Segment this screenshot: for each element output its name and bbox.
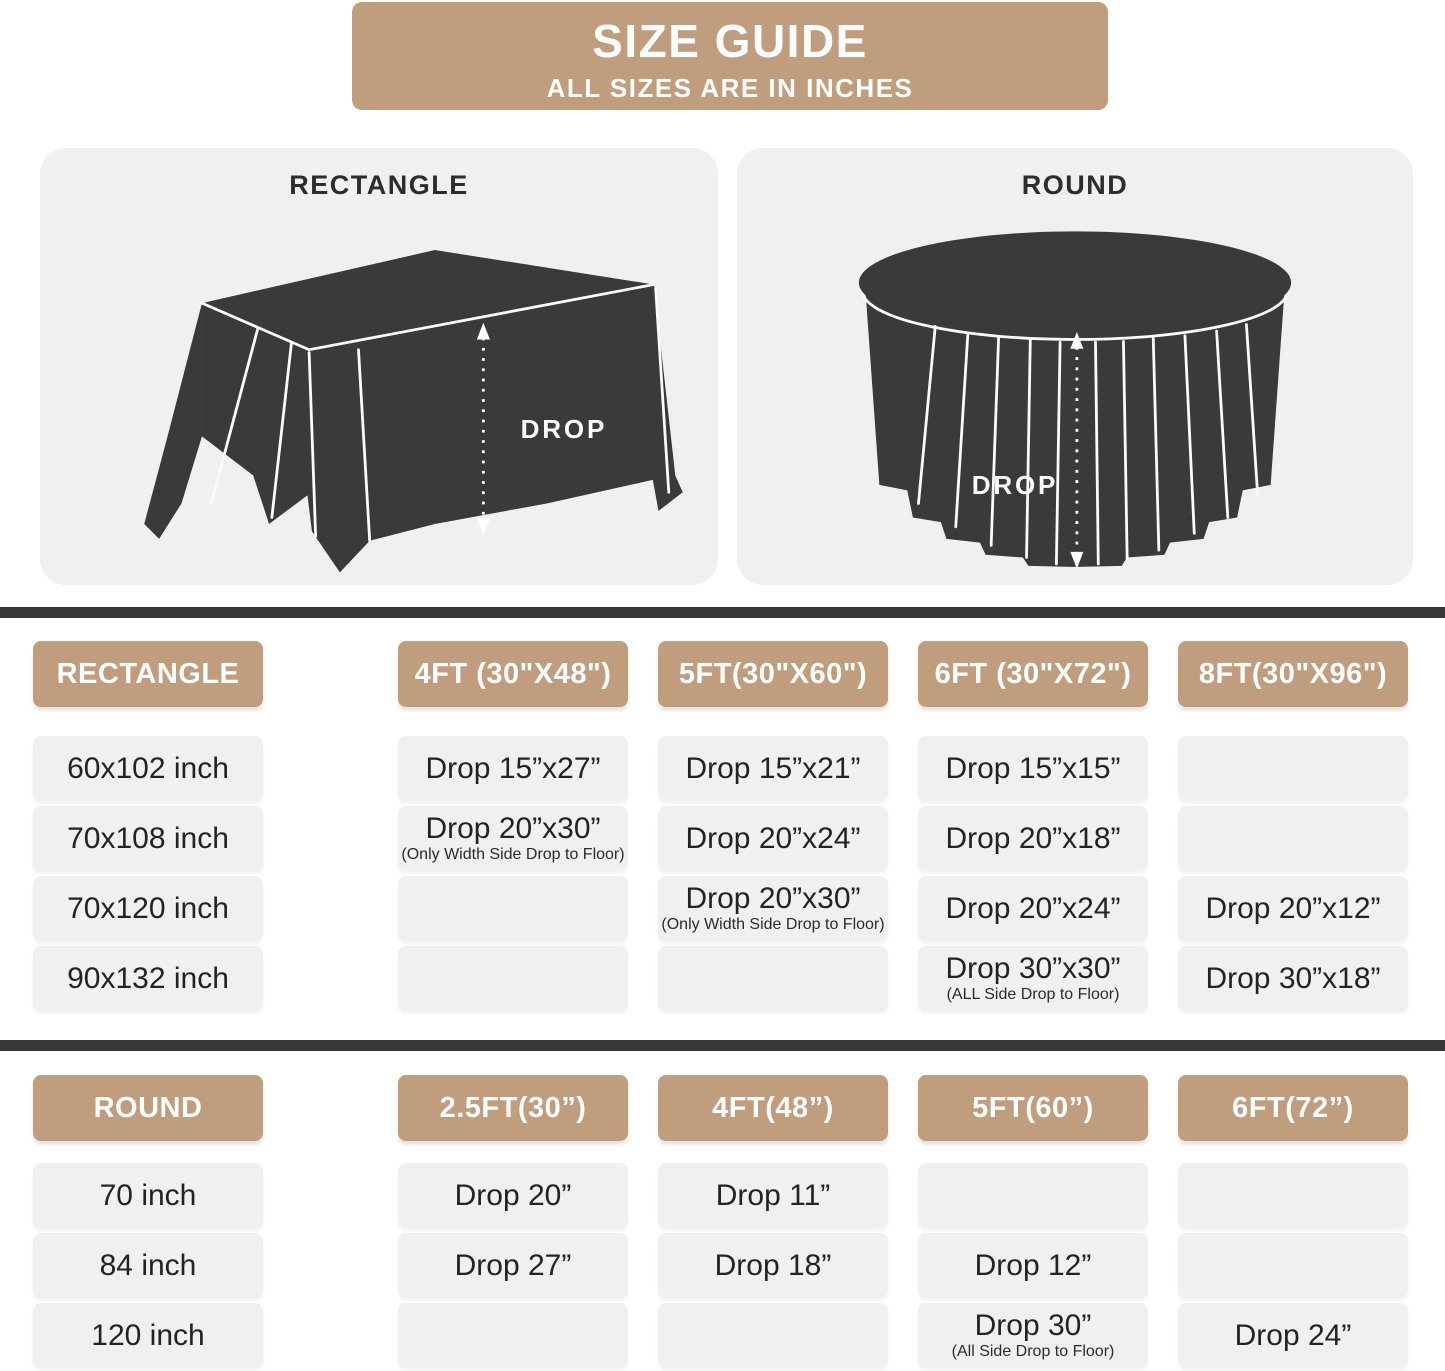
column-header-cell: 8FT(30"X96"): [1178, 641, 1408, 707]
row-label-cell: 70x120 inch: [33, 876, 263, 941]
cell-value: Drop 15”x21”: [685, 751, 861, 785]
data-cell: [1178, 1303, 1408, 1368]
cell-value: Drop 20”x24”: [945, 891, 1121, 925]
data-cell: [1178, 946, 1408, 1011]
data-cell: [398, 1233, 628, 1298]
row-label-cell: 70 inch: [33, 1163, 263, 1228]
data-cell: [658, 1163, 888, 1228]
cell-value: Drop 20”x30”: [685, 881, 861, 915]
data-cell: [658, 1233, 888, 1298]
cell-value: Drop 20”x12”: [1205, 891, 1381, 925]
empty-cell: [1178, 1233, 1408, 1298]
table-row: [0, 641, 1445, 707]
column-header-cell: 4FT (30"X48"): [398, 641, 628, 707]
row-label-cell: 84 inch: [33, 1233, 263, 1298]
column-header-cell: 2.5FT(30”): [398, 1075, 628, 1141]
cell-value: Drop 20”x18”: [945, 821, 1121, 855]
data-cell: [658, 806, 888, 871]
spacer: [293, 1163, 368, 1228]
rectangle-tablecloth-illustration: [40, 196, 718, 578]
cell-value: Drop 20”x24”: [685, 821, 861, 855]
row-label-cell: 60x102 inch: [33, 736, 263, 801]
data-cell: [918, 806, 1148, 871]
spacer: [293, 1303, 368, 1368]
data-cell: [1178, 876, 1408, 941]
data-cell: [398, 736, 628, 801]
data-cell: [918, 876, 1148, 941]
table-row: [0, 1233, 1445, 1298]
empty-cell: [398, 946, 628, 1011]
empty-cell: [1178, 736, 1408, 801]
column-header-cell: 5FT(30"X60"): [658, 641, 888, 707]
rectangle-size-table: [0, 641, 1445, 1016]
cell-note: (Only Width Side Drop to Floor): [661, 916, 885, 934]
round-panel-title: ROUND: [1021, 170, 1129, 200]
empty-cell: [918, 1163, 1148, 1228]
column-header-cell: 6FT(72”): [1178, 1075, 1408, 1141]
empty-cell: [658, 1303, 888, 1368]
cell-value: Drop 20”: [454, 1178, 572, 1212]
rectangle-panel: [40, 148, 718, 585]
table-row: [0, 806, 1445, 871]
data-cell: [398, 806, 628, 871]
table-row: [0, 876, 1445, 941]
rectangle-panel-title: RECTANGLE: [289, 170, 469, 200]
data-cell: [918, 736, 1148, 801]
empty-cell: [658, 946, 888, 1011]
cell-value: Drop 12”: [974, 1248, 1092, 1282]
cell-note: (Only Width Side Drop to Floor): [401, 846, 625, 864]
table-row: [0, 1075, 1445, 1141]
table-row: [0, 946, 1445, 1011]
row-header-cell: RECTANGLE: [33, 641, 263, 707]
data-cell: [658, 736, 888, 801]
round-size-table: [0, 1075, 1445, 1371]
column-header-cell: 5FT(60”): [918, 1075, 1148, 1141]
spacer: [293, 1075, 368, 1141]
cell-note: (All Side Drop to Floor): [951, 1343, 1115, 1361]
spacer: [293, 641, 368, 707]
spacer: [293, 876, 368, 941]
table-row: [0, 736, 1445, 801]
cell-value: Drop 30”x30”: [945, 951, 1121, 985]
cell-value: Drop 18”: [714, 1248, 832, 1282]
table-row: [0, 1163, 1445, 1228]
section-divider: [0, 607, 1445, 618]
column-header-cell: 6FT (30"X72"): [918, 641, 1148, 707]
column-header-cell: 4FT(48”): [658, 1075, 888, 1141]
empty-cell: [1178, 1163, 1408, 1228]
page-subtitle: ALL SIZES ARE IN INCHES: [546, 73, 914, 103]
data-cell: [918, 946, 1148, 1011]
empty-cell: [398, 1303, 628, 1368]
round-tablecloth-illustration: [737, 196, 1413, 578]
empty-cell: [1178, 806, 1408, 871]
cell-value: Drop 20”x30”: [425, 811, 601, 845]
tablecloth-shape: [144, 250, 683, 572]
cell-value: Drop 30”x18”: [1205, 961, 1381, 995]
empty-cell: [398, 876, 628, 941]
section-divider: [0, 1040, 1445, 1051]
spacer: [293, 806, 368, 871]
banner: [352, 2, 1108, 110]
table-row: [0, 1303, 1445, 1368]
cell-value: Drop 30”: [974, 1308, 1092, 1342]
cell-value: Drop 24”: [1234, 1318, 1352, 1352]
round-panel: [737, 148, 1413, 585]
data-cell: [658, 876, 888, 941]
row-header-cell: ROUND: [33, 1075, 263, 1141]
spacer: [293, 1233, 368, 1298]
cell-value: Drop 15”x27”: [425, 751, 601, 785]
cell-value: Drop 27”: [454, 1248, 572, 1282]
drop-label: DROP: [520, 414, 608, 445]
cell-value: Drop 15”x15”: [945, 751, 1121, 785]
cell-value: Drop 11”: [715, 1178, 831, 1212]
data-cell: [398, 1163, 628, 1228]
spacer: [293, 736, 368, 801]
row-label-cell: 70x108 inch: [33, 806, 263, 871]
row-label-cell: 90x132 inch: [33, 946, 263, 1011]
page-title: SIZE GUIDE: [592, 15, 868, 67]
cell-note: (ALL Side Drop to Floor): [946, 986, 1120, 1004]
tabletop: [859, 231, 1291, 333]
data-cell: [918, 1233, 1148, 1298]
data-cell: [918, 1303, 1148, 1368]
row-label-cell: 120 inch: [33, 1303, 263, 1368]
spacer: [293, 946, 368, 1011]
drop-label: DROP: [971, 470, 1059, 501]
